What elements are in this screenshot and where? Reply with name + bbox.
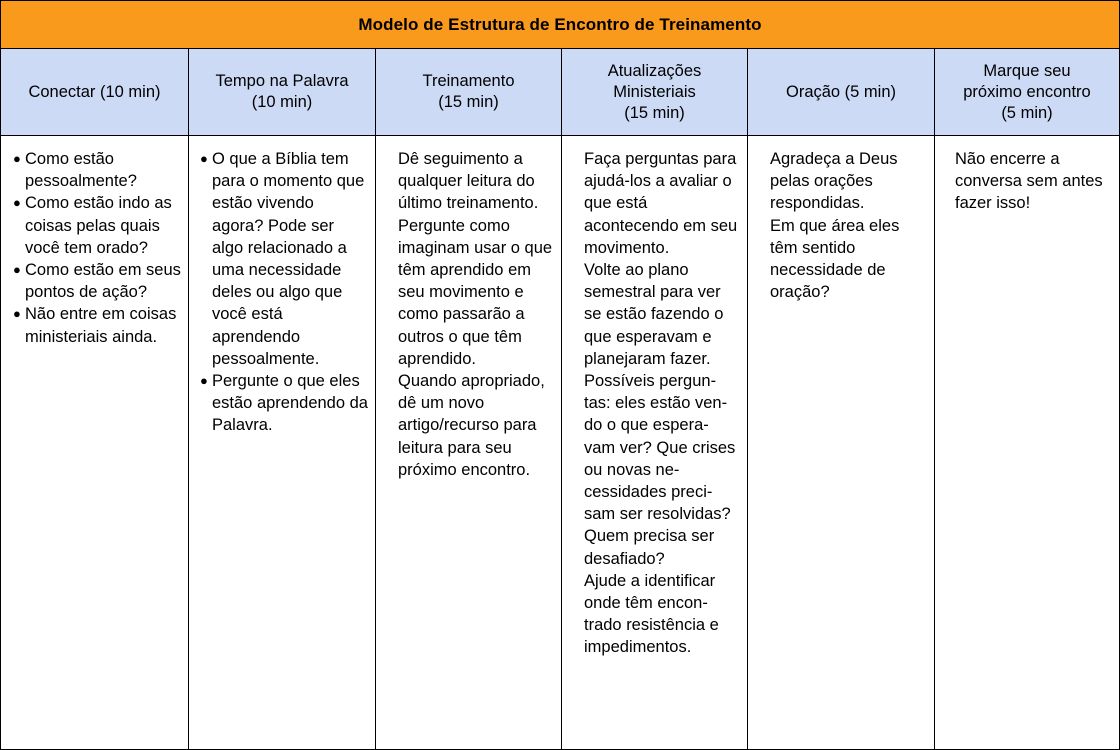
header-oracao: Oração (5 min): [748, 49, 935, 135]
bullet-icon: ●: [13, 151, 21, 166]
cell-tempo-na-palavra: [189, 136, 376, 749]
bullet-icon: ●: [13, 195, 21, 211]
conectar-list: [11, 148, 182, 348]
tempo-na-palavra-list: [198, 148, 368, 437]
oracao-text: Agradeça a Deus pelas orações respondidas. Em que área eles têm sentido necessidade de oração?: [770, 150, 900, 302]
cell-conectar: [1, 136, 189, 749]
bullet-icon: ●: [13, 306, 21, 322]
bullet-icon: ●: [13, 262, 21, 278]
header-conectar: Conectar (10 min): [1, 49, 189, 135]
cell-treinamento: [376, 136, 562, 749]
header-atualizacoes-ministeriais: Atualizações Ministeriais (15 min): [562, 49, 748, 135]
cell-oracao: [748, 136, 935, 749]
header-marque-proximo-encontro: Marque seu próximo encontro (5 min): [963, 61, 1091, 122]
bullet-icon: ●: [200, 151, 208, 166]
body-row: [1, 136, 1119, 749]
marque-text: Não encerre a conversa sem antes fazer isso!: [955, 150, 1103, 213]
table-title: Modelo de Estrutura de Encontro de Treinamento: [1, 1, 1119, 49]
list-item: ● Como estão pessoalmente?: [13, 150, 137, 191]
list-item: ● Como estão indo as coisas pelas quais você tem orado?: [13, 194, 172, 257]
cell-marque-proximo-encontro: [935, 136, 1119, 749]
cell-atualizacoes-ministeriais: [562, 136, 748, 749]
treinamento-text: Dê seguimento a qualquer leitura do último treinamento. Pergunte como imaginam usar o que têm aprendido em seu movimento e como passarão a outros o que têm aprendido. Quando apropriado, dê um novo artigo/recurso para leitura para seu próximo encontro.: [398, 150, 553, 479]
list-item: ● O que a Bíblia tem para o momento que estão vivendo agora? Pode ser algo relacionado a uma necessidade deles ou algo que você está aprendendo pessoalmente.: [200, 150, 365, 368]
header-tempo-na-palavra: Tempo na Palavra (10 min): [189, 49, 376, 135]
atualizacoes-text: Faça perguntas para ajudá-los a avaliar o que está acontecendo em seu movimento. Volte ao plano semestral para ver se estão fazendo o que esperavam e planejaram fazer. Possíveis pergun- tas: eles estão ven- do o que espera- vam ver? Que crises ou novas ne- cessidades preci- sam ser resolvidas? Quem precisa ser desafiado? Ajude a identificar onde têm encon- trado resistência e impedimentos.: [584, 150, 738, 657]
bullet-icon: ●: [200, 373, 208, 389]
list-item: ● Pergunte o que eles estão aprendendo da Palavra.: [200, 372, 368, 435]
header-treinamento: Treinamento (15 min): [376, 49, 562, 135]
list-item: ● Como estão em seus pontos de ação?: [13, 261, 181, 302]
list-item: ● Não entre em coisas ministeriais ainda.: [13, 305, 177, 346]
header-row: [1, 49, 1119, 136]
